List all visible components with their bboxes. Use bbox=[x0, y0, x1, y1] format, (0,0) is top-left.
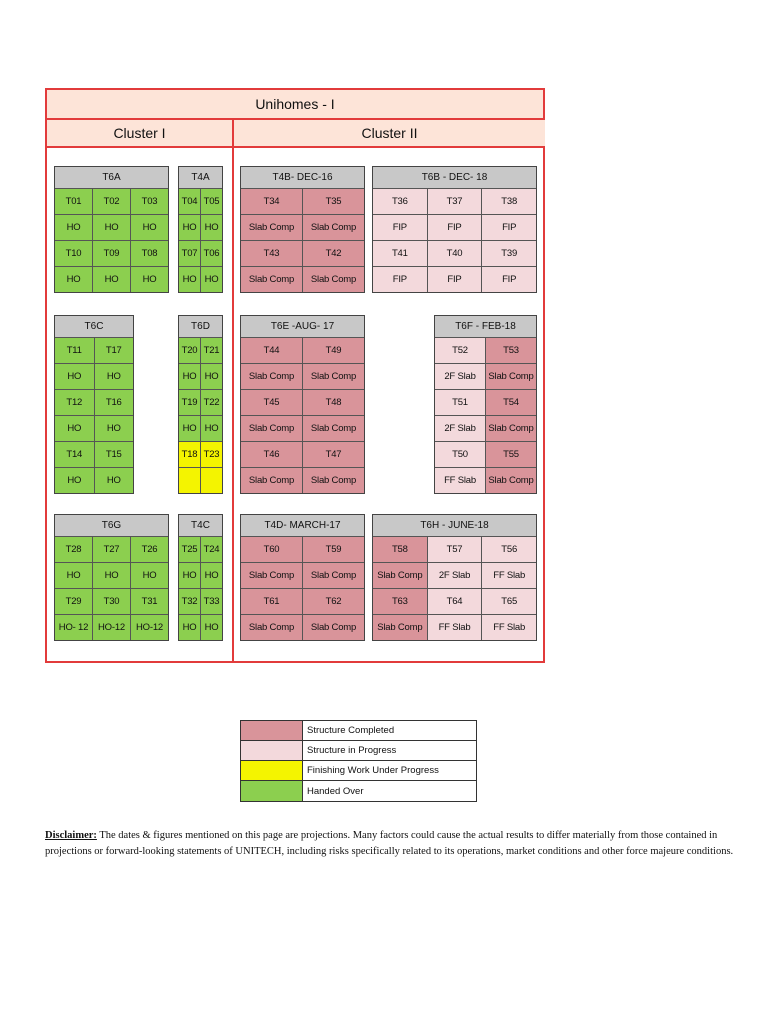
tower-cell: FIP bbox=[482, 215, 536, 240]
tower-cell: T65 bbox=[482, 589, 536, 614]
tower-cell: Slab Comp bbox=[303, 468, 364, 493]
disclaimer bbox=[45, 828, 735, 860]
tower-cell: T38 bbox=[482, 189, 536, 214]
cluster-2-header: Cluster II bbox=[234, 120, 545, 148]
tower-cell: 2F Slab bbox=[435, 416, 485, 441]
tower-block-t6c bbox=[54, 315, 134, 494]
tower-cell: T57 bbox=[428, 537, 482, 562]
tower-block-t4b bbox=[240, 166, 365, 293]
tower-cell: T51 bbox=[435, 390, 485, 415]
tower-cell: FF Slab bbox=[428, 615, 482, 640]
tower-cell: Slab Comp bbox=[303, 416, 364, 441]
legend-swatch bbox=[241, 761, 303, 780]
tower-cell: T37 bbox=[428, 189, 482, 214]
disclaimer-label: Disclaimer: bbox=[45, 830, 97, 841]
tower-cell: Slab Comp bbox=[241, 563, 302, 588]
tower-cell: T07 bbox=[179, 241, 200, 266]
tower-cell: T05 bbox=[201, 189, 222, 214]
tower-cell: FF Slab bbox=[435, 468, 485, 493]
tower-cell: T19 bbox=[179, 390, 200, 415]
tower-cell: T54 bbox=[486, 390, 536, 415]
tower-block-name: T6H - JUNE-18 bbox=[373, 515, 536, 537]
tower-cell: HO bbox=[95, 416, 134, 441]
tower-cell: HO bbox=[93, 267, 130, 292]
tower-cell: HO bbox=[179, 563, 200, 588]
tower-cell: T15 bbox=[95, 442, 134, 467]
tower-block-name: T4B- DEC-16 bbox=[241, 167, 364, 189]
tower-cell: FF Slab bbox=[482, 563, 536, 588]
tower-cell: T01 bbox=[55, 189, 92, 214]
tower-cell: HO bbox=[131, 267, 168, 292]
tower-cell: T28 bbox=[55, 537, 92, 562]
tower-cell: HO bbox=[201, 364, 222, 389]
tower-cell: T53 bbox=[486, 338, 536, 363]
tower-cell: Slab Comp bbox=[486, 364, 536, 389]
tower-cell: Slab Comp bbox=[303, 563, 364, 588]
tower-cell: FIP bbox=[373, 215, 427, 240]
tower-cell: T12 bbox=[55, 390, 94, 415]
tower-cell: T14 bbox=[55, 442, 94, 467]
tower-block-name: T4D- MARCH-17 bbox=[241, 515, 364, 537]
tower-cell: FIP bbox=[428, 267, 482, 292]
tower-cell: HO bbox=[201, 615, 222, 640]
tower-cell: T44 bbox=[241, 338, 302, 363]
tower-cell: T58 bbox=[373, 537, 427, 562]
tower-cell: HO- 12 bbox=[55, 615, 92, 640]
tower-cell: T45 bbox=[241, 390, 302, 415]
tower-cell: T61 bbox=[241, 589, 302, 614]
tower-cell: T09 bbox=[93, 241, 130, 266]
tower-cell: T11 bbox=[55, 338, 94, 363]
tower-cell: T21 bbox=[201, 338, 222, 363]
tower-cell: HO bbox=[55, 563, 92, 588]
tower-cell: T43 bbox=[241, 241, 302, 266]
legend-label: Handed Over bbox=[307, 785, 364, 797]
tower-cell: T31 bbox=[131, 589, 168, 614]
tower-cell: T23 bbox=[201, 442, 222, 467]
legend-swatch bbox=[241, 721, 303, 740]
tower-block-t6f bbox=[434, 315, 537, 494]
tower-cell: T25 bbox=[179, 537, 200, 562]
legend-item bbox=[241, 761, 476, 781]
tower-cell: T17 bbox=[95, 338, 134, 363]
legend-item bbox=[241, 741, 476, 761]
tower-cell: T24 bbox=[201, 537, 222, 562]
tower-cell: HO bbox=[93, 563, 130, 588]
tower-cell: T08 bbox=[131, 241, 168, 266]
legend bbox=[240, 720, 477, 802]
legend-label: Finishing Work Under Progress bbox=[307, 765, 439, 776]
legend-label: Structure Completed bbox=[307, 725, 395, 736]
tower-cell: HO-12 bbox=[93, 615, 130, 640]
tower-cell: Slab Comp bbox=[241, 615, 302, 640]
tower-cell: HO bbox=[55, 215, 92, 240]
tower-cell: Slab Comp bbox=[303, 267, 364, 292]
tower-block-name: T6A bbox=[55, 167, 168, 189]
tower-block-name: T6B - DEC- 18 bbox=[373, 167, 536, 189]
tower-cell: T30 bbox=[93, 589, 130, 614]
tower-cell: T63 bbox=[373, 589, 427, 614]
tower-cell: FIP bbox=[482, 267, 536, 292]
tower-cell: HO bbox=[95, 364, 134, 389]
tower-cell: HO bbox=[201, 563, 222, 588]
tower-cell: T36 bbox=[373, 189, 427, 214]
tower-block-t4c bbox=[178, 514, 223, 641]
tower-cell: FIP bbox=[428, 215, 482, 240]
tower-cell: T27 bbox=[93, 537, 130, 562]
tower-block-t6d bbox=[178, 315, 223, 494]
tower-block-name: T6F - FEB-18 bbox=[435, 316, 536, 338]
tower-block-t4d bbox=[240, 514, 365, 641]
tower-cell bbox=[179, 468, 200, 493]
tower-cell: Slab Comp bbox=[241, 364, 302, 389]
tower-cell: T52 bbox=[435, 338, 485, 363]
tower-cell: T41 bbox=[373, 241, 427, 266]
tower-cell: HO bbox=[131, 563, 168, 588]
disclaimer-text: The dates & figures mentioned on this page are projections. Many factors could cause the actual results to differ materially from those contained in projections or forward-looking statements of UNITECH, including risks specifically related to its operations, market conditions and other force majeure conditions. bbox=[45, 830, 734, 857]
tower-cell: T39 bbox=[482, 241, 536, 266]
tower-cell: Slab Comp bbox=[241, 468, 302, 493]
tower-cell: T03 bbox=[131, 189, 168, 214]
tower-cell: HO bbox=[201, 416, 222, 441]
tower-cell: Slab Comp bbox=[303, 615, 364, 640]
sheet-title: Unihomes - I bbox=[47, 90, 543, 120]
tower-cell: HO bbox=[179, 215, 200, 240]
tower-cell: FF Slab bbox=[482, 615, 536, 640]
tower-cell: 2F Slab bbox=[435, 364, 485, 389]
tower-cell: Slab Comp bbox=[241, 416, 302, 441]
tower-cell: T20 bbox=[179, 338, 200, 363]
tower-cell: Slab Comp bbox=[241, 267, 302, 292]
tower-cell: T18 bbox=[179, 442, 200, 467]
tower-cell: T35 bbox=[303, 189, 364, 214]
tower-cell: T47 bbox=[303, 442, 364, 467]
legend-swatch bbox=[241, 741, 303, 760]
tower-cell: T32 bbox=[179, 589, 200, 614]
tower-cell: HO bbox=[179, 615, 200, 640]
tower-cell: T64 bbox=[428, 589, 482, 614]
tower-cell: T42 bbox=[303, 241, 364, 266]
tower-cell: T59 bbox=[303, 537, 364, 562]
legend-swatch bbox=[241, 781, 303, 801]
tower-block-t6h bbox=[372, 514, 537, 641]
tower-cell: Slab Comp bbox=[486, 468, 536, 493]
tower-block-name: T4C bbox=[179, 515, 222, 537]
tower-cell: Slab Comp bbox=[373, 615, 427, 640]
tower-cell: T04 bbox=[179, 189, 200, 214]
tower-cell: T46 bbox=[241, 442, 302, 467]
tower-block-name: T6C bbox=[55, 316, 133, 338]
tower-block-t4a bbox=[178, 166, 223, 293]
tower-cell: HO bbox=[131, 215, 168, 240]
tower-cell: Slab Comp bbox=[303, 364, 364, 389]
tower-cell: 2F Slab bbox=[428, 563, 482, 588]
tower-block-name: T4A bbox=[179, 167, 222, 189]
tower-cell: Slab Comp bbox=[241, 215, 302, 240]
tower-block-t6g bbox=[54, 514, 169, 641]
tower-cell: T22 bbox=[201, 390, 222, 415]
tower-cell: T40 bbox=[428, 241, 482, 266]
tower-cell: T49 bbox=[303, 338, 364, 363]
tower-cell: HO bbox=[179, 267, 200, 292]
tower-cell: T06 bbox=[201, 241, 222, 266]
cluster-1-header: Cluster I bbox=[47, 120, 232, 148]
tower-block-name: T6G bbox=[55, 515, 168, 537]
tower-block-t6a bbox=[54, 166, 169, 293]
tower-cell: HO bbox=[93, 215, 130, 240]
tower-cell: HO bbox=[55, 468, 94, 493]
tower-cell: T60 bbox=[241, 537, 302, 562]
tower-cell: T33 bbox=[201, 589, 222, 614]
legend-item bbox=[241, 721, 476, 741]
tower-cell: T62 bbox=[303, 589, 364, 614]
tower-cell: HO bbox=[55, 416, 94, 441]
tower-cell: T34 bbox=[241, 189, 302, 214]
tower-cell: T02 bbox=[93, 189, 130, 214]
tower-cell: Slab Comp bbox=[373, 563, 427, 588]
tower-cell: T50 bbox=[435, 442, 485, 467]
tower-cell: T29 bbox=[55, 589, 92, 614]
tower-cell: HO bbox=[55, 267, 92, 292]
tower-cell: Slab Comp bbox=[486, 416, 536, 441]
tower-cell: HO bbox=[179, 364, 200, 389]
tower-block-name: T6E -AUG- 17 bbox=[241, 316, 364, 338]
tower-cell: FIP bbox=[373, 267, 427, 292]
tower-cell: T10 bbox=[55, 241, 92, 266]
tower-cell: T48 bbox=[303, 390, 364, 415]
tower-cell: T16 bbox=[95, 390, 134, 415]
tower-cell: T26 bbox=[131, 537, 168, 562]
tower-cell bbox=[201, 468, 222, 493]
tower-cell: HO bbox=[179, 416, 200, 441]
tower-cell: HO bbox=[55, 364, 94, 389]
tower-block-t6b bbox=[372, 166, 537, 293]
tower-cell: T56 bbox=[482, 537, 536, 562]
legend-item bbox=[241, 781, 476, 801]
tower-cell: HO-12 bbox=[131, 615, 168, 640]
tower-cell: HO bbox=[95, 468, 134, 493]
legend-label: Structure in Progress bbox=[307, 745, 397, 756]
tower-block-name: T6D bbox=[179, 316, 222, 338]
tower-cell: Slab Comp bbox=[303, 215, 364, 240]
tower-cell: HO bbox=[201, 215, 222, 240]
tower-block-t6e bbox=[240, 315, 365, 494]
tower-cell: T55 bbox=[486, 442, 536, 467]
tower-cell: HO bbox=[201, 267, 222, 292]
cluster-divider bbox=[232, 120, 234, 663]
